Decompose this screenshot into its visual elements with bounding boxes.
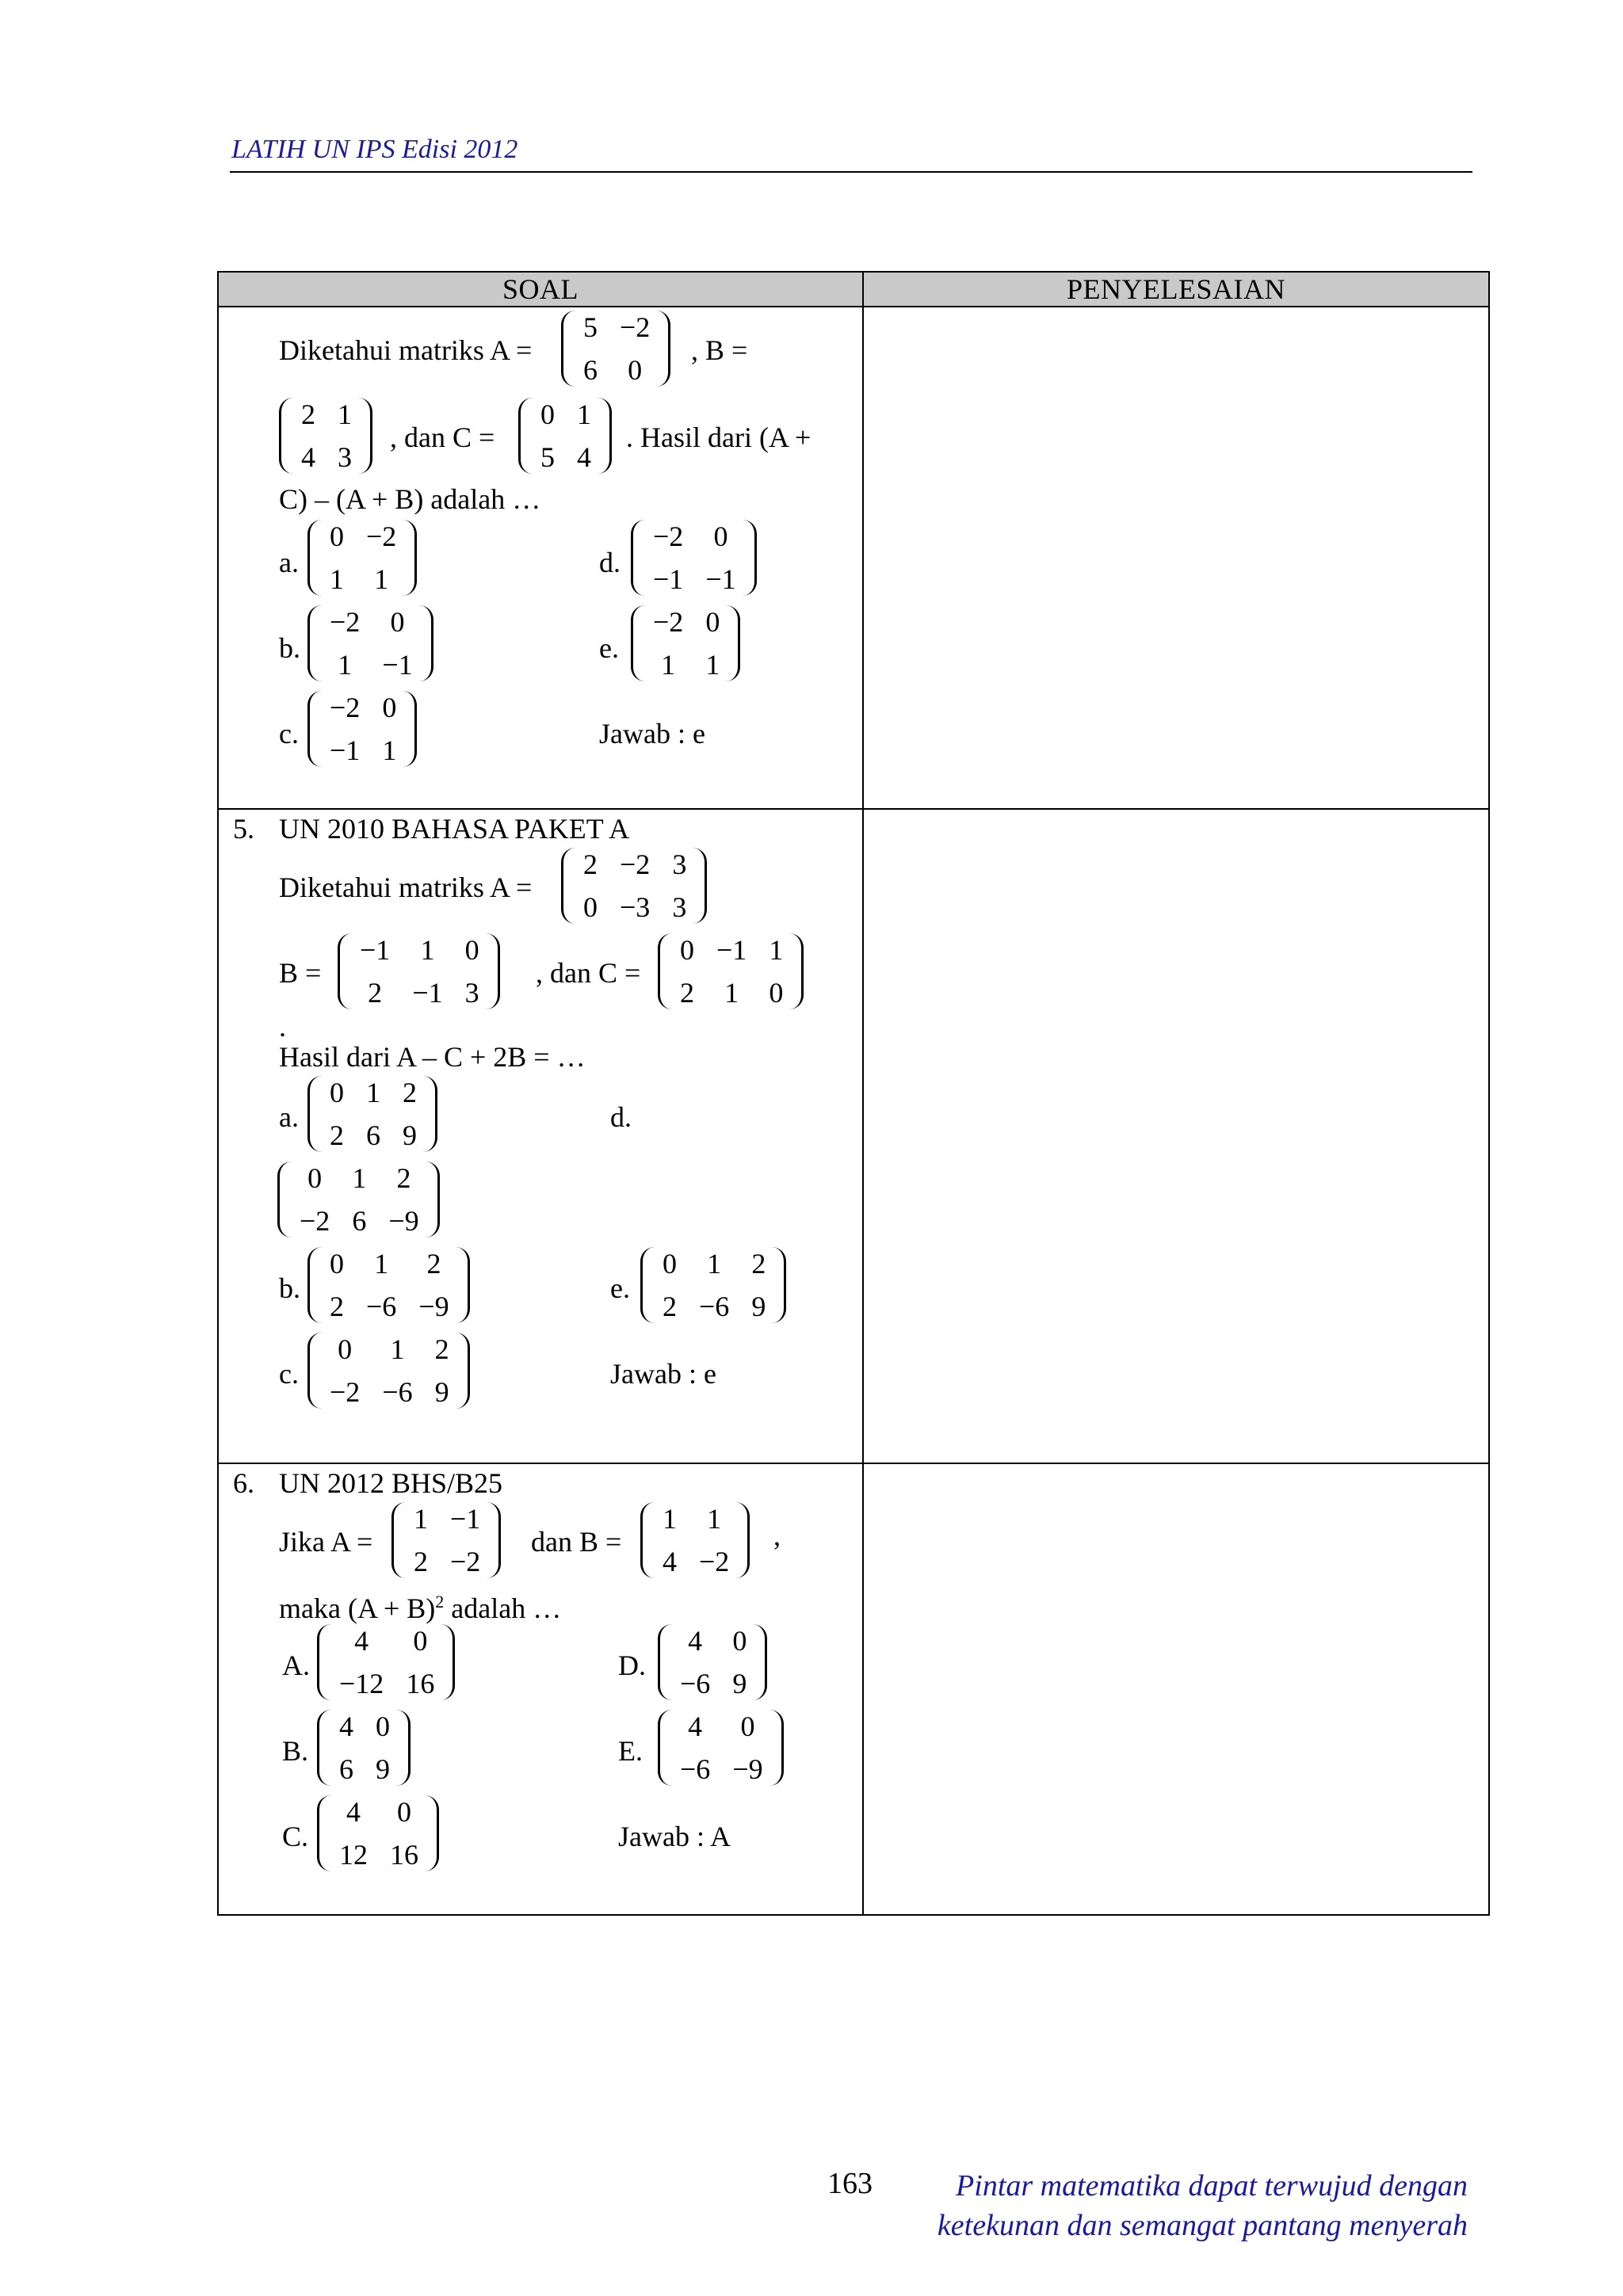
q4-label-e: e. <box>599 632 619 664</box>
matrix-entry: 0 <box>583 891 598 923</box>
q6-dan-b: dan B = <box>531 1526 622 1558</box>
matrix-entry: 1 <box>420 934 435 966</box>
q6-matrix-a <box>391 1502 501 1578</box>
q6-adalah: adalah … <box>444 1592 562 1624</box>
matrix-entry: −1 <box>382 649 413 681</box>
q5-option-e <box>640 1247 786 1323</box>
matrix-entry: 4 <box>688 1625 703 1657</box>
matrix-entry: −1 <box>653 563 684 595</box>
q6-label-C: C. <box>282 1821 309 1852</box>
matrix-entry: 1 <box>366 1077 380 1108</box>
matrix-entry: 9 <box>403 1119 417 1151</box>
q5-label-d: d. <box>610 1101 632 1133</box>
matrix-entry: 0 <box>330 521 344 552</box>
q4-after-a: , B = <box>691 334 748 366</box>
left-paren <box>317 1795 332 1871</box>
matrix-entry: 0 <box>390 606 405 638</box>
q5-answer-space <box>863 809 1489 1463</box>
q6-option-D <box>658 1624 767 1700</box>
right-paren <box>440 1624 455 1700</box>
q6-label-A: A. <box>282 1650 310 1681</box>
right-paren <box>424 1795 439 1871</box>
matrix-entry: −6 <box>680 1668 711 1699</box>
matrix-entry: 4 <box>346 1796 361 1828</box>
right-paren <box>455 1247 470 1323</box>
matrix-entry: 0 <box>464 934 479 966</box>
matrix-entry: 0 <box>628 354 643 386</box>
matrix-entry: 0 <box>330 1248 344 1280</box>
q5-option-c <box>307 1333 470 1409</box>
matrix-entry: 0 <box>382 692 397 723</box>
q5-label-e: e. <box>610 1272 630 1304</box>
matrix-entry: 0 <box>705 606 720 638</box>
matrix-entry: 9 <box>751 1291 766 1322</box>
right-paren <box>742 520 757 596</box>
matrix-entry: 1 <box>414 1503 428 1535</box>
right-paren <box>735 1502 750 1578</box>
q4-label-b: b. <box>279 632 300 664</box>
right-paren <box>425 1161 440 1238</box>
q6-answer-space <box>863 1463 1489 1915</box>
q6-maka <box>279 1586 561 1624</box>
right-paren <box>771 1247 786 1323</box>
matrix-entry: 2 <box>751 1248 766 1280</box>
q4-matrix-a <box>561 311 670 387</box>
matrix-entry: 3 <box>464 977 479 1009</box>
left-paren <box>658 933 673 1009</box>
q5-b-eq: B = <box>279 957 322 989</box>
left-paren <box>518 398 533 474</box>
matrix-entry: 2 <box>330 1119 344 1151</box>
matrix-entry: −6 <box>382 1376 413 1408</box>
q5-option-a <box>307 1076 437 1152</box>
right-paren <box>455 1333 470 1409</box>
q4-label-a: a. <box>279 547 299 578</box>
matrix-entry: 1 <box>390 1333 405 1365</box>
matrix-entry: 0 <box>376 1711 390 1742</box>
matrix-entry: 1 <box>338 649 353 681</box>
q5-question: Hasil dari A – C + 2B = … <box>279 1041 586 1073</box>
matrix-entry: 9 <box>376 1753 390 1785</box>
matrix-entry: 1 <box>705 649 720 681</box>
q5-heading: UN 2010 BAHASA PAKET A <box>279 813 630 845</box>
right-paren <box>769 1710 784 1786</box>
q6-label-E: E. <box>618 1735 643 1767</box>
right-paren <box>597 398 612 474</box>
matrix-entry: 1 <box>374 563 389 595</box>
q6-label-D: D. <box>618 1650 646 1681</box>
matrix-entry: 0 <box>307 1162 323 1194</box>
q4-option-a <box>307 520 417 596</box>
matrix-entry: −1 <box>716 934 747 966</box>
matrix-entry: 1 <box>769 934 784 966</box>
matrix-entry: −9 <box>732 1753 763 1785</box>
running-header: LATIH UN IPS Edisi 2012 <box>231 135 518 164</box>
q5-number: 5. <box>233 813 254 845</box>
left-paren <box>658 1710 673 1786</box>
matrix-entry: 4 <box>688 1711 703 1742</box>
q5-matrix-a <box>561 848 707 924</box>
q6-label-B: B. <box>282 1735 309 1767</box>
q6-heading: UN 2012 BHS/B25 <box>279 1467 503 1499</box>
left-paren <box>338 933 353 1009</box>
q4-matrix-b <box>279 398 372 474</box>
left-paren <box>561 311 576 387</box>
right-paren <box>422 1076 437 1152</box>
matrix-entry: 0 <box>732 1625 747 1657</box>
left-paren <box>307 1333 323 1409</box>
q4-line3: C) – (A + B) adalah … <box>279 483 541 515</box>
left-paren <box>658 1624 673 1700</box>
matrix-entry: −1 <box>330 734 361 766</box>
left-paren <box>391 1502 407 1578</box>
matrix-entry: 0 <box>713 521 728 552</box>
q5-intro: Diketahui matriks A = <box>279 871 533 903</box>
right-paren <box>692 848 707 924</box>
matrix-entry: 2 <box>434 1333 449 1365</box>
q4-option-d <box>631 520 757 596</box>
left-paren <box>277 1161 292 1238</box>
matrix-entry: 0 <box>540 399 555 430</box>
q6-answer: Jawab : A <box>618 1821 731 1852</box>
q4-option-c <box>307 691 417 767</box>
q6-cell <box>219 1464 862 1914</box>
q5-answer: Jawab : e <box>610 1358 716 1390</box>
matrix-entry: 4 <box>577 441 591 473</box>
q6-option-A <box>317 1624 455 1700</box>
matrix-entry: −1 <box>450 1503 481 1535</box>
matrix-entry: 2 <box>680 977 694 1009</box>
right-paren <box>789 933 804 1009</box>
matrix-entry: 6 <box>366 1119 380 1151</box>
matrix-entry: 1 <box>352 1162 367 1194</box>
matrix-entry: −6 <box>366 1291 397 1322</box>
q5-cell <box>219 810 862 1463</box>
q5-option-d <box>277 1161 440 1238</box>
footer-quote-line2: ketekunan dan semangat pantang menyerah <box>937 2209 1468 2242</box>
matrix-entry: −2 <box>653 521 684 552</box>
q4-matrix-c <box>518 398 612 474</box>
right-paren <box>402 520 417 596</box>
matrix-entry: 0 <box>397 1796 411 1828</box>
matrix-entry: −2 <box>300 1205 330 1237</box>
q4-answer-space <box>863 307 1489 809</box>
matrix-entry: 0 <box>769 977 784 1009</box>
matrix-entry: 3 <box>672 891 687 923</box>
matrix-entry: 2 <box>583 849 598 880</box>
matrix-entry: 2 <box>330 1291 344 1322</box>
right-paren <box>725 605 740 681</box>
matrix-entry: −2 <box>330 1376 361 1408</box>
matrix-entry: 9 <box>434 1376 449 1408</box>
footer-quote-line1: Pintar matematika dapat terwujud dengan <box>956 2169 1468 2203</box>
left-paren <box>317 1710 332 1786</box>
matrix-entry: 2 <box>426 1248 441 1280</box>
q5-dan-c: , dan C = <box>536 957 641 989</box>
left-paren <box>640 1502 655 1578</box>
matrix-entry: 4 <box>354 1625 369 1657</box>
right-paren <box>752 1624 767 1700</box>
matrix-entry: −6 <box>699 1291 730 1322</box>
right-paren <box>486 1502 501 1578</box>
left-paren <box>279 398 294 474</box>
header-rule <box>230 171 1472 173</box>
matrix-entry: 1 <box>663 1503 677 1535</box>
matrix-entry: 1 <box>338 399 352 430</box>
matrix-entry: 0 <box>740 1711 755 1742</box>
q5-matrix-b <box>338 933 500 1009</box>
matrix-entry: −2 <box>450 1546 481 1577</box>
right-paren <box>485 933 500 1009</box>
col-header-penyelesaian: PENYELESAIAN <box>863 272 1489 307</box>
matrix-entry: −2 <box>620 311 651 343</box>
matrix-entry: 1 <box>724 977 739 1009</box>
soal-table <box>217 271 1490 1916</box>
matrix-entry: 12 <box>339 1839 368 1871</box>
left-paren <box>307 520 323 596</box>
matrix-entry: 16 <box>406 1668 435 1699</box>
matrix-entry: 6 <box>352 1205 367 1237</box>
q6-jika: Jika A = <box>279 1526 373 1558</box>
matrix-entry: 0 <box>338 1333 353 1365</box>
q6-option-B <box>317 1710 411 1786</box>
left-paren <box>640 1247 655 1323</box>
q5-dot: . <box>279 1011 286 1043</box>
left-paren <box>307 605 323 681</box>
q6-option-C <box>317 1795 439 1871</box>
q6-option-E <box>658 1710 784 1786</box>
matrix-entry: 3 <box>672 849 687 880</box>
matrix-entry: −1 <box>412 977 443 1009</box>
matrix-entry: 2 <box>403 1077 417 1108</box>
col-header-soal: SOAL <box>218 272 863 307</box>
matrix-entry: −2 <box>330 606 361 638</box>
matrix-entry: 5 <box>583 311 598 343</box>
q5-matrix-c <box>658 933 804 1009</box>
matrix-entry: 0 <box>680 934 694 966</box>
right-paren <box>357 398 372 474</box>
left-paren <box>307 1076 323 1152</box>
matrix-entry: 2 <box>414 1546 428 1577</box>
matrix-entry: 4 <box>663 1546 677 1577</box>
matrix-entry: 1 <box>707 1248 722 1280</box>
matrix-entry: −2 <box>620 849 651 880</box>
matrix-entry: −9 <box>418 1291 449 1322</box>
q5-option-b <box>307 1247 470 1323</box>
matrix-entry: 6 <box>339 1753 353 1785</box>
matrix-entry: 2 <box>663 1291 677 1322</box>
q4-label-d: d. <box>599 547 621 578</box>
q6-matrix-b <box>640 1502 750 1578</box>
right-paren <box>418 605 433 681</box>
left-paren <box>307 691 323 767</box>
q4-dan-c: , dan C = <box>390 421 495 453</box>
q4-hasil: . Hasil dari (A + <box>626 421 812 453</box>
matrix-entry: 2 <box>301 399 315 430</box>
matrix-entry: 1 <box>330 563 344 595</box>
matrix-entry: −12 <box>339 1668 384 1699</box>
q6-exponent: 2 <box>435 1592 445 1611</box>
matrix-entry: 0 <box>413 1625 428 1657</box>
q5-label-a: a. <box>279 1101 299 1133</box>
matrix-entry: 5 <box>540 441 555 473</box>
matrix-entry: 1 <box>577 399 591 430</box>
right-paren <box>402 691 417 767</box>
q5-label-b: b. <box>279 1272 300 1304</box>
q4-answer: Jawab : e <box>599 718 705 749</box>
matrix-entry: 2 <box>368 977 383 1009</box>
q6-maka-text: maka (A + B) <box>279 1592 436 1624</box>
q4-intro: Diketahui matriks A = <box>279 334 533 366</box>
q6-number: 6. <box>233 1467 254 1499</box>
matrix-entry: 2 <box>396 1162 411 1194</box>
left-paren <box>307 1247 323 1323</box>
matrix-entry: 6 <box>583 354 598 386</box>
matrix-entry: 9 <box>732 1668 747 1699</box>
left-paren <box>631 520 646 596</box>
matrix-entry: −1 <box>360 934 391 966</box>
matrix-entry: 1 <box>661 649 676 681</box>
q4-cell <box>219 307 862 808</box>
matrix-entry: −1 <box>705 563 736 595</box>
right-paren <box>395 1710 411 1786</box>
left-paren <box>631 605 646 681</box>
matrix-entry: 1 <box>374 1248 389 1280</box>
matrix-entry: −6 <box>680 1753 711 1785</box>
matrix-entry: 0 <box>663 1248 677 1280</box>
matrix-entry: −2 <box>653 606 684 638</box>
matrix-entry: 3 <box>338 441 352 473</box>
matrix-entry: 4 <box>301 441 315 473</box>
matrix-entry: 4 <box>339 1711 353 1742</box>
matrix-entry: −2 <box>330 692 361 723</box>
matrix-entry: −9 <box>388 1205 419 1237</box>
matrix-entry: 0 <box>330 1077 344 1108</box>
left-paren <box>317 1624 332 1700</box>
matrix-entry: −2 <box>699 1546 730 1577</box>
q4-option-b <box>307 605 433 681</box>
matrix-entry: −3 <box>620 891 651 923</box>
q6-comma: , <box>773 1520 781 1551</box>
right-paren <box>655 311 670 387</box>
q4-option-e <box>631 605 740 681</box>
matrix-entry: 16 <box>390 1839 418 1871</box>
matrix-entry: 1 <box>707 1503 722 1535</box>
left-paren <box>561 848 576 924</box>
matrix-entry: −2 <box>366 521 397 552</box>
matrix-entry: 1 <box>382 734 397 766</box>
q5-label-c: c. <box>279 1358 299 1390</box>
footer-quote <box>938 2166 1468 2245</box>
q4-label-c: c. <box>279 718 299 749</box>
page-number: 163 <box>827 2167 873 2200</box>
